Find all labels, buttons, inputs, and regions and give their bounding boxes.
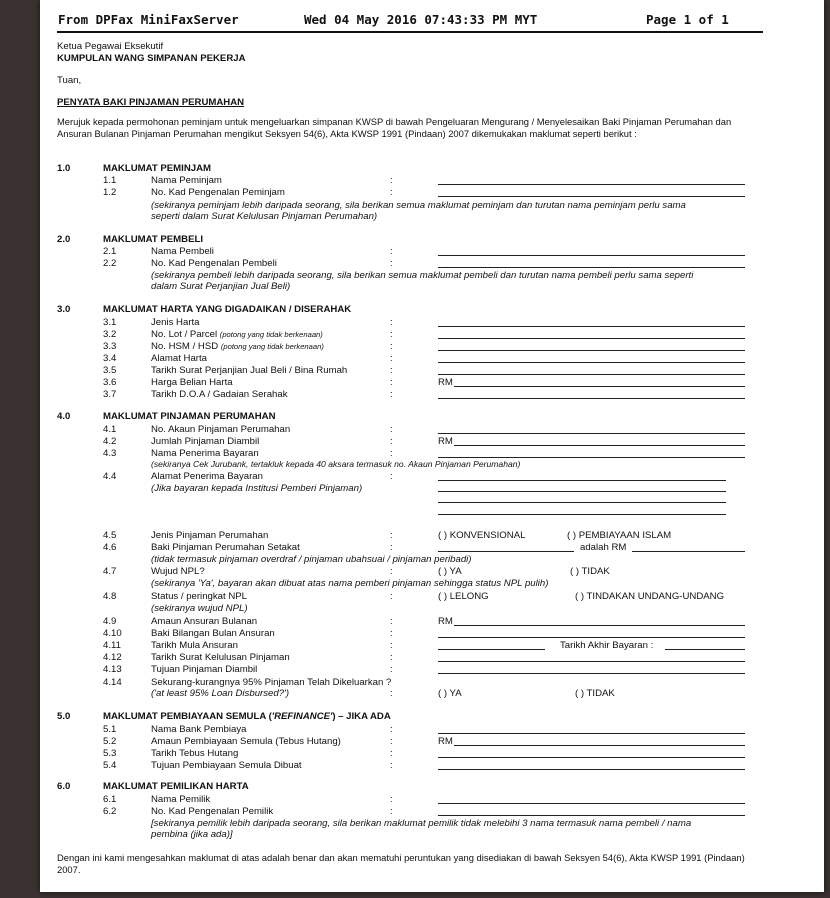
field-baki-bulan[interactable] — [438, 637, 745, 638]
item-label — [151, 329, 323, 340]
section-6-number: 6.0 — [57, 781, 71, 792]
field-ic-pemilik[interactable] — [438, 815, 745, 816]
fax-header — [58, 12, 763, 30]
item-number: 3.2 — [103, 329, 117, 340]
item-number: 4.13 — [103, 664, 122, 675]
item-sublabel: (potong yang tidak berkenaan) — [220, 342, 324, 351]
field-nama-pemilik[interactable] — [438, 803, 745, 804]
field-baki-pinjaman[interactable] — [632, 551, 745, 552]
closing-paragraph: Dengan ini kami mengesahkan maklumat di atas adalah benar dan akan mematuhi peruntukan yang disediakan di bawah Seksyen 54(6), Akta KWSP 1991 (Pindaan) 2007. — [57, 852, 745, 875]
item-label: No. Kad Pengenalan Peminjam — [151, 187, 285, 198]
colon: : — [390, 377, 393, 388]
section-5-title — [103, 711, 391, 722]
section-4-number: 4.0 — [57, 411, 71, 422]
currency-prefix: RM — [438, 736, 453, 747]
field-nama-bank[interactable] — [438, 733, 745, 734]
section-2-title: MAKLUMAT PEMBELI — [103, 234, 204, 245]
colon: : — [390, 566, 393, 577]
item-label: Tarikh Surat Perjanjian Jual Beli / Bina Rumah — [151, 365, 348, 376]
colon: : — [390, 530, 393, 541]
item-number: 6.1 — [103, 794, 117, 805]
colon: : — [390, 424, 393, 435]
item-label: Nama Peminjam — [151, 175, 222, 186]
field-tujuan-pinjaman[interactable] — [438, 673, 745, 674]
item-number: 3.7 — [103, 389, 117, 400]
field-ic-peminjam[interactable] — [438, 196, 745, 197]
item-label: Nama Penerima Bayaran — [151, 448, 259, 459]
section-5-title-a: MAKLUMAT PEMBIAYAAN SEMULA ( — [103, 711, 272, 722]
item-end-label: Tarikh Akhir Bayaran : — [560, 640, 654, 651]
currency-prefix: RM — [438, 377, 453, 388]
item-note: (sekiranya 'Ya', bayaran akan dibuat atas nama pemberi pinjaman sehingga status NPL pulih) — [151, 578, 549, 589]
item-number: 4.5 — [103, 530, 117, 541]
currency-prefix: RM — [438, 616, 453, 627]
checkbox-konvensional[interactable]: ( ) KONVENSIONAL — [438, 530, 526, 541]
field-harga-belian[interactable] — [454, 386, 745, 387]
section-6-note: pembina (jika ada)] — [151, 829, 233, 840]
colon: : — [390, 640, 393, 651]
section-2-number: 2.0 — [57, 234, 71, 245]
item-label: Tarikh Surat Kelulusan Pinjaman — [151, 652, 290, 663]
item-label: Alamat Harta — [151, 353, 207, 364]
letter-subject: PENYATA BAKI PINJAMAN PERUMAHAN — [57, 97, 245, 108]
item-label: Tarikh Tebus Hutang — [151, 748, 239, 759]
field-nama-pembeli[interactable] — [438, 255, 745, 256]
item-label-text: No. HSM / HSD — [151, 341, 219, 352]
colon: : — [390, 246, 393, 257]
item-number: 2.2 — [103, 258, 117, 269]
field-tujuan-pembiayaan[interactable] — [438, 769, 745, 770]
section-5-number: 5.0 — [57, 711, 71, 722]
salutation: Tuan, — [57, 75, 82, 86]
colon: : — [390, 688, 393, 699]
colon: : — [390, 365, 393, 376]
item-label: Nama Pembeli — [151, 246, 214, 257]
item-number: 3.4 — [103, 353, 117, 364]
checkbox-95-ya[interactable]: ( ) YA — [438, 688, 462, 699]
colon: : — [390, 448, 393, 459]
item-label: Tarikh D.O.A / Gadaian Serahak — [151, 389, 288, 400]
field-tarikh-mula[interactable] — [438, 649, 545, 650]
colon: : — [390, 736, 393, 747]
colon: : — [390, 616, 393, 627]
colon: : — [390, 806, 393, 817]
item-number: 5.1 — [103, 724, 117, 735]
colon: : — [390, 389, 393, 400]
checkbox-lelong[interactable]: ( ) LELONG — [438, 591, 489, 602]
colon: : — [390, 591, 393, 602]
field-tarikh-tebus[interactable] — [438, 757, 745, 758]
item-label-english: ('at least 95% Loan Disbursed?') — [151, 688, 290, 699]
checkbox-pembiayaan-islam[interactable]: ( ) PEMBIAYAAN ISLAM — [567, 530, 672, 541]
section-1-note: (sekiranya peminjam lebih daripada seorang, sila berikan semua maklumat peminjam dan turutan nama peminjam perlu sama — [151, 200, 686, 211]
item-number: 5.2 — [103, 736, 117, 747]
item-note: (Jika bayaran kepada Institusi Pemberi Pinjaman) — [151, 483, 363, 494]
item-number: 1.1 — [103, 175, 117, 186]
item-number: 4.3 — [103, 448, 117, 459]
colon: : — [390, 436, 393, 447]
colon: : — [390, 258, 393, 269]
field-lot-parcel[interactable] — [438, 338, 745, 339]
section-2-note: dalam Surat Perjanjian Jual Beli) — [151, 281, 291, 292]
item-number: 1.2 — [103, 187, 117, 198]
item-suffix: adalah RM — [580, 542, 627, 553]
item-number: 4.4 — [103, 471, 117, 482]
checkbox-npl-ya[interactable]: ( ) YA — [438, 566, 462, 577]
item-note: (sekiranya Cek Jurubank, tertakluk kepada 40 aksara termasuk no. Akaun Pinjaman Perumahan) — [151, 459, 521, 469]
item-label: Jumlah Pinjaman Diambil — [151, 436, 260, 447]
fax-page — [40, 0, 824, 892]
field-nama-penerima[interactable] — [438, 457, 745, 458]
field-tarikh-akhir[interactable] — [665, 649, 745, 650]
item-number: 4.8 — [103, 591, 117, 602]
field-alamat-penerima-4[interactable] — [438, 514, 726, 515]
field-amaun-pembiayaan[interactable] — [454, 745, 745, 746]
item-label: Baki Pinjaman Perumahan Setakat — [151, 542, 300, 553]
item-number: 4.1 — [103, 424, 117, 435]
section-6-title: MAKLUMAT PEMILIKAN HARTA — [103, 781, 249, 792]
field-alamat-penerima-1[interactable] — [438, 480, 726, 481]
colon: : — [390, 471, 393, 482]
section-5-title-b: 'REFINANCE' — [271, 711, 333, 722]
item-label: Amaun Ansuran Bulanan — [151, 616, 258, 627]
fax-datetime: Wed 04 May 2016 07:43:33 PM MYT — [304, 12, 538, 27]
section-4-title: MAKLUMAT PINJAMAN PERUMAHAN — [103, 411, 276, 422]
item-label: Amaun Pembiayaan Semula (Tebus Hutang) — [151, 736, 341, 747]
item-label: Tujuan Pembiayaan Semula Dibuat — [151, 760, 302, 771]
colon: : — [390, 353, 393, 364]
colon: : — [390, 794, 393, 805]
item-label — [151, 341, 324, 352]
field-nama-peminjam[interactable] — [438, 184, 745, 185]
item-number: 4.9 — [103, 616, 117, 627]
checkbox-tindakan-undang[interactable]: ( ) TINDAKAN UNDANG-UNDANG — [575, 591, 725, 602]
colon: : — [390, 187, 393, 198]
item-number: 6.2 — [103, 806, 117, 817]
item-label-text: No. Lot / Parcel — [151, 329, 218, 340]
item-label: Sekurang-kurangnya 95% Pinjaman Telah Dikeluarkan ? — [151, 677, 392, 688]
checkbox-95-tidak[interactable]: ( ) TIDAK — [575, 688, 615, 699]
colon: : — [390, 760, 393, 771]
colon: : — [390, 175, 393, 186]
colon: : — [390, 748, 393, 759]
field-alamat-penerima-2[interactable] — [438, 491, 726, 492]
item-number: 4.6 — [103, 542, 117, 553]
section-2-note: (sekiranya pembeli lebih daripada seorang, sila berikan semua maklumat pembeli dan turutan nama pembeli perlu sama seperti — [151, 270, 694, 281]
field-hsm-hsd[interactable] — [438, 350, 745, 351]
item-number: 3.3 — [103, 341, 117, 352]
field-tarikh-doa[interactable] — [438, 398, 745, 399]
item-number: 2.1 — [103, 246, 117, 257]
colon: : — [390, 317, 393, 328]
item-label: Jenis Harta — [151, 317, 200, 328]
field-jumlah-pinjaman[interactable] — [454, 445, 745, 446]
colon: : — [390, 542, 393, 553]
item-label: No. Akaun Pinjaman Perumahan — [151, 424, 291, 435]
recipient-title: Ketua Pegawai Eksekutif — [57, 41, 164, 52]
field-alamat-harta[interactable] — [438, 362, 745, 363]
section-1-note: seperti dalam Surat Kelulusan Pinjaman Perumahan) — [151, 211, 378, 222]
item-number: 4.2 — [103, 436, 117, 447]
item-label: Wujud NPL? — [151, 566, 205, 577]
header-rule — [57, 31, 763, 33]
field-no-akaun[interactable] — [438, 433, 745, 434]
fax-page-number: Page 1 of 1 — [646, 12, 729, 27]
colon: : — [390, 652, 393, 663]
item-label: Harga Belian Harta — [151, 377, 233, 388]
currency-prefix: RM — [438, 436, 453, 447]
item-number: 4.7 — [103, 566, 117, 577]
section-5-title-c: ) – JIKA ADA — [332, 711, 391, 722]
colon: : — [390, 628, 393, 639]
section-3-number: 3.0 — [57, 304, 71, 315]
item-note: (tidak termasuk pinjaman overdraf / pinjaman ubahsuai / pinjaman peribadi) — [151, 554, 472, 565]
item-sublabel: (potong yang tidak berkenaan) — [219, 330, 323, 339]
item-number: 5.4 — [103, 760, 117, 771]
colon: : — [390, 724, 393, 735]
item-label: Jenis Pinjaman Perumahan — [151, 530, 269, 541]
item-number: 4.10 — [103, 628, 122, 639]
section-1-number: 1.0 — [57, 163, 71, 174]
colon: : — [390, 664, 393, 675]
colon: : — [390, 329, 393, 340]
fax-sender: From DPFax MiniFaxServer — [58, 12, 239, 27]
section-6-note: [sekiranya pemilik lebih daripada seorang, sila berikan maklumat pemilik tidak melebihi 3 nama termasuk nama pembeli / nama — [151, 818, 692, 829]
item-label: No. Kad Pengenalan Pemilik — [151, 806, 274, 817]
field-jenis-harta[interactable] — [438, 326, 745, 327]
field-amaun-ansuran[interactable] — [454, 625, 745, 626]
item-label: No. Kad Pengenalan Pembeli — [151, 258, 277, 269]
item-label: Baki Bilangan Bulan Ansuran — [151, 628, 275, 639]
field-alamat-penerima-3[interactable] — [438, 502, 726, 503]
item-number: 4.14 — [103, 677, 122, 688]
item-number: 5.3 — [103, 748, 117, 759]
section-3-title: MAKLUMAT HARTA YANG DIGADAIKAN / DISERAHAK — [103, 304, 352, 315]
section-1-title: MAKLUMAT PEMINJAM — [103, 163, 212, 174]
item-number: 3.6 — [103, 377, 117, 388]
field-tarikh-spjb[interactable] — [438, 374, 745, 375]
item-number: 4.12 — [103, 652, 122, 663]
field-ic-pembeli[interactable] — [438, 267, 745, 268]
item-label: Alamat Penerima Bayaran — [151, 471, 263, 482]
field-tarikh-baki[interactable] — [438, 551, 574, 552]
item-label: Nama Pemilik — [151, 794, 211, 805]
item-label: Tujuan Pinjaman Diambil — [151, 664, 258, 675]
item-label: Status / peringkat NPL — [151, 591, 247, 602]
checkbox-npl-tidak[interactable]: ( ) TIDAK — [570, 566, 610, 577]
recipient-org: KUMPULAN WANG SIMPANAN PEKERJA — [57, 53, 246, 64]
item-number: 3.5 — [103, 365, 117, 376]
colon: : — [390, 341, 393, 352]
item-number: 4.11 — [103, 640, 121, 651]
item-number: 3.1 — [103, 317, 117, 328]
item-label: Tarikh Mula Ansuran — [151, 640, 238, 651]
intro-paragraph: Merujuk kepada permohonan peminjam untuk mengeluarkan simpanan KWSP di bawah Pengeluaran Mengurang / Menyelesaikan Baki Pinjaman Perumahan dan Ansuran Bulanan Pinjaman Perumahan mengikut Seksyen 54(6), Akta KWSP 1991 (Pindaan) 2007 dikemukakan maklumat seperti berikut : — [57, 116, 732, 139]
field-tarikh-kelulusan[interactable] — [438, 661, 745, 662]
item-label: Nama Bank Pembiaya — [151, 724, 247, 735]
item-note: (sekiranya wujud NPL) — [151, 603, 248, 614]
